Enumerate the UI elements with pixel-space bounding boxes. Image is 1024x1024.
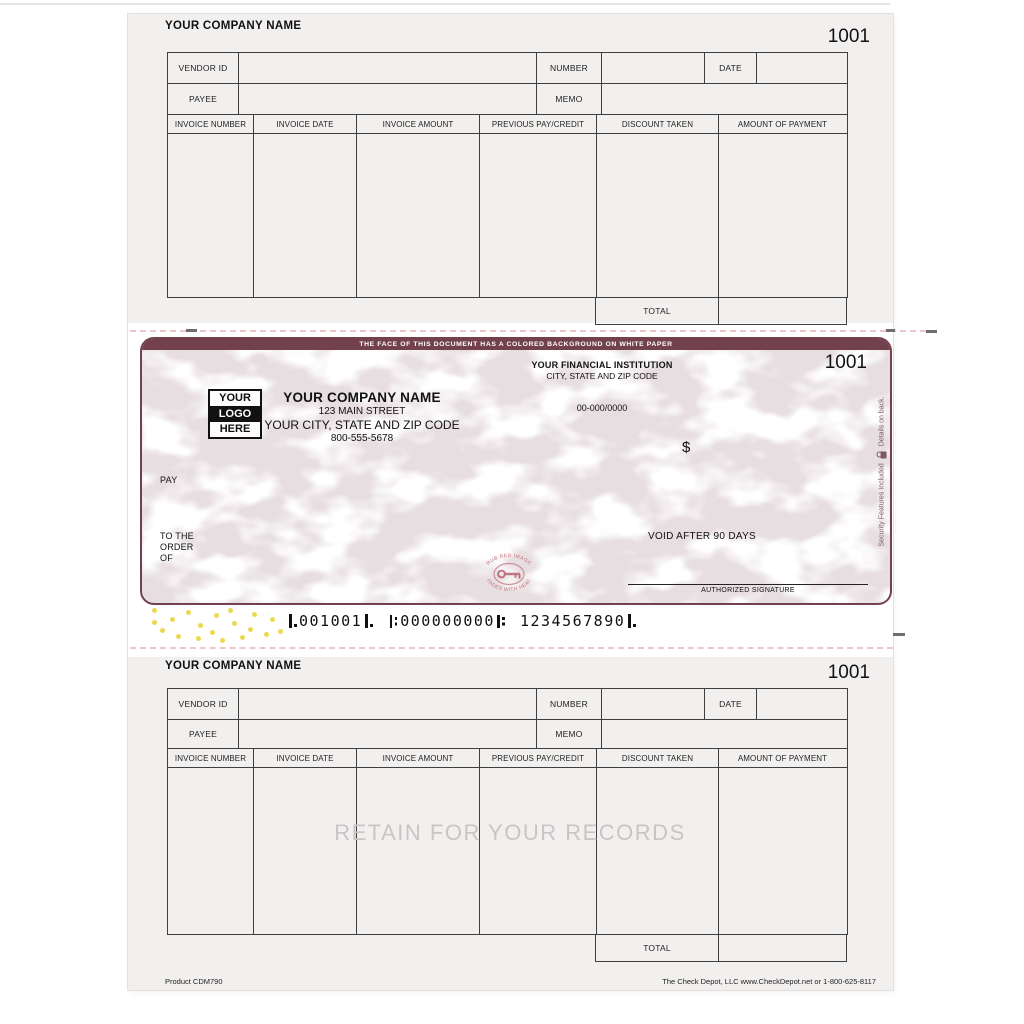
payee-value-cell xyxy=(238,84,536,114)
invoice-cell xyxy=(356,768,479,934)
invoice-cell xyxy=(596,768,718,934)
micr-line xyxy=(286,612,638,630)
number-value-cell xyxy=(601,689,704,719)
date-value-cell xyxy=(756,53,846,83)
fold-mark xyxy=(186,329,197,332)
to-the-order-of-label xyxy=(160,531,194,564)
total-label: TOTAL xyxy=(643,306,671,316)
col-invoice-date: INVOICE DATE xyxy=(253,115,356,133)
number-label: NUMBER xyxy=(536,53,601,83)
top-stub-table xyxy=(167,52,848,325)
key-icon xyxy=(498,571,520,579)
memo-value-cell xyxy=(601,720,846,748)
invoice-header-row xyxy=(167,115,848,134)
bank-address: CITY, STATE AND ZIP CODE xyxy=(546,371,658,381)
invoice-cell xyxy=(479,768,596,934)
check-number: 1001 xyxy=(824,352,867,373)
perforation-line-bottom xyxy=(130,647,893,649)
order-line: ORDER xyxy=(160,542,194,552)
invoice-cell xyxy=(168,768,253,934)
vendor-id-label: VENDOR ID xyxy=(178,699,228,709)
col-discount-taken: DISCOUNT TAKEN xyxy=(596,749,718,767)
bank-name: YOUR FINANCIAL INSTITUTION xyxy=(531,360,673,370)
micr-routing-number: 000000000 xyxy=(400,612,495,630)
order-line: OF xyxy=(160,553,173,563)
security-dots xyxy=(152,608,157,613)
col-invoice-number: INVOICE NUMBER xyxy=(174,753,247,763)
payer-company-phone: 800-555-5678 xyxy=(330,433,394,444)
heat-sensitive-key-seal xyxy=(477,547,541,601)
micr-account-number: 1234567890 xyxy=(519,612,626,630)
authorized-signature-label: AUTHORIZED SIGNATURE xyxy=(701,587,795,594)
logo-line: YOUR xyxy=(219,392,251,404)
col-previous-pay-credit: PREVIOUS PAY/CREDIT xyxy=(479,115,596,133)
sheet-top-perforation-mark xyxy=(0,3,890,5)
col-invoice-number: INVOICE NUMBER xyxy=(174,119,247,129)
svg-text:FADES WITH HEAT xyxy=(485,578,533,593)
col-amount-of-payment: AMOUNT OF PAYMENT xyxy=(718,749,846,767)
micr-check-number: 001001 xyxy=(299,612,363,630)
colored-background-banner: THE FACE OF THIS DOCUMENT HAS A COLORED BACKGROUND ON WHITE PAPER xyxy=(142,339,890,350)
payee-label: PAYEE xyxy=(188,94,218,104)
date-value-cell xyxy=(756,689,846,719)
date-label: DATE xyxy=(704,689,756,719)
total-row xyxy=(595,298,847,325)
invoice-cell xyxy=(168,134,253,297)
retain-records-watermark: RETAIN FOR YOUR RECORDS xyxy=(334,820,686,845)
signature-line xyxy=(628,584,868,585)
padlock-icon xyxy=(881,451,887,458)
micr-onus-symbol xyxy=(627,614,636,628)
col-invoice-date: INVOICE DATE xyxy=(253,749,356,767)
fold-mark xyxy=(893,633,905,636)
invoice-cell xyxy=(479,134,596,297)
invoice-cell xyxy=(356,134,479,297)
payee-value-cell xyxy=(238,720,536,748)
total-value-cell xyxy=(718,935,846,961)
vendor-row xyxy=(167,688,848,720)
logo-line: LOGO xyxy=(210,406,260,422)
seal-text-bottom: FADES WITH HEAT xyxy=(485,578,533,594)
memo-value-cell xyxy=(601,84,846,114)
payee-label: PAYEE xyxy=(188,729,218,739)
col-amount-of-payment: AMOUNT OF PAYMENT xyxy=(718,115,846,133)
number-label: NUMBER xyxy=(536,689,601,719)
top-stub-company-name: YOUR COMPANY NAME xyxy=(165,20,302,32)
payer-company-city: YOUR CITY, STATE AND ZIP CODE xyxy=(264,418,460,432)
void-after-90-days: VOID AFTER 90 DAYS xyxy=(647,531,757,542)
vendor-row xyxy=(167,52,848,84)
vendor-id-value-cell xyxy=(238,53,536,83)
payer-company-block xyxy=(217,390,507,444)
memo-label: MEMO xyxy=(536,720,601,748)
total-value-cell xyxy=(718,298,846,324)
svg-text:RUB RED IMAGE xyxy=(486,553,533,567)
details-on-back-text: Details on back. xyxy=(879,395,887,446)
pay-label: PAY xyxy=(160,475,178,485)
total-label: TOTAL xyxy=(643,943,671,953)
col-invoice-amount: INVOICE AMOUNT xyxy=(356,749,479,767)
security-features-text: Security Features Included xyxy=(879,462,887,547)
perforation-line-top xyxy=(130,330,936,332)
vendor-id-label: VENDOR ID xyxy=(178,63,228,73)
col-invoice-amount: INVOICE AMOUNT xyxy=(356,115,479,133)
security-features-strip xyxy=(875,339,890,603)
product-code: Product CDM790 xyxy=(165,977,223,986)
micr-transit-symbol xyxy=(389,614,398,628)
dollar-sign: $ xyxy=(682,439,691,456)
payer-company-name: YOUR COMPANY NAME xyxy=(283,390,441,405)
invoice-cell xyxy=(253,134,356,297)
top-stub-check-number: 1001 xyxy=(827,26,870,47)
order-line: TO THE xyxy=(160,531,194,541)
bank-block xyxy=(502,360,702,381)
number-value-cell xyxy=(601,53,704,83)
invoice-cell xyxy=(718,134,846,297)
fold-mark xyxy=(886,329,895,332)
bottom-stub-company-name: YOUR COMPANY NAME xyxy=(165,660,302,672)
invoice-body-row xyxy=(167,768,848,935)
invoice-header-row xyxy=(167,749,848,768)
col-previous-pay-credit: PREVIOUS PAY/CREDIT xyxy=(479,749,596,767)
fold-mark xyxy=(926,330,937,333)
routing-fraction: 00-000/0000 xyxy=(576,403,628,413)
memo-label: MEMO xyxy=(536,84,601,114)
micr-transit-symbol xyxy=(497,614,506,628)
invoice-cell xyxy=(253,768,356,934)
logo-line: HERE xyxy=(219,423,251,435)
payee-row xyxy=(167,84,848,115)
total-row xyxy=(595,935,847,962)
seal-text-top: RUB RED IMAGE xyxy=(485,552,533,567)
vendor-id-value-cell xyxy=(238,689,536,719)
micr-onus-symbol xyxy=(364,614,373,628)
invoice-cell xyxy=(718,768,846,934)
invoice-cell xyxy=(596,134,718,297)
check-body xyxy=(140,337,892,605)
vendor-contact-info: The Check Depot, LLC www.CheckDepot.net or 1-800-625-8117 xyxy=(662,977,876,986)
micr-onus-symbol xyxy=(288,614,297,628)
col-discount-taken: DISCOUNT TAKEN xyxy=(596,115,718,133)
date-label: DATE xyxy=(704,53,756,83)
payee-row xyxy=(167,720,848,749)
payer-company-street: 123 MAIN STREET xyxy=(318,406,406,417)
invoice-body-row xyxy=(167,134,848,298)
bottom-stub-check-number: 1001 xyxy=(827,662,870,683)
